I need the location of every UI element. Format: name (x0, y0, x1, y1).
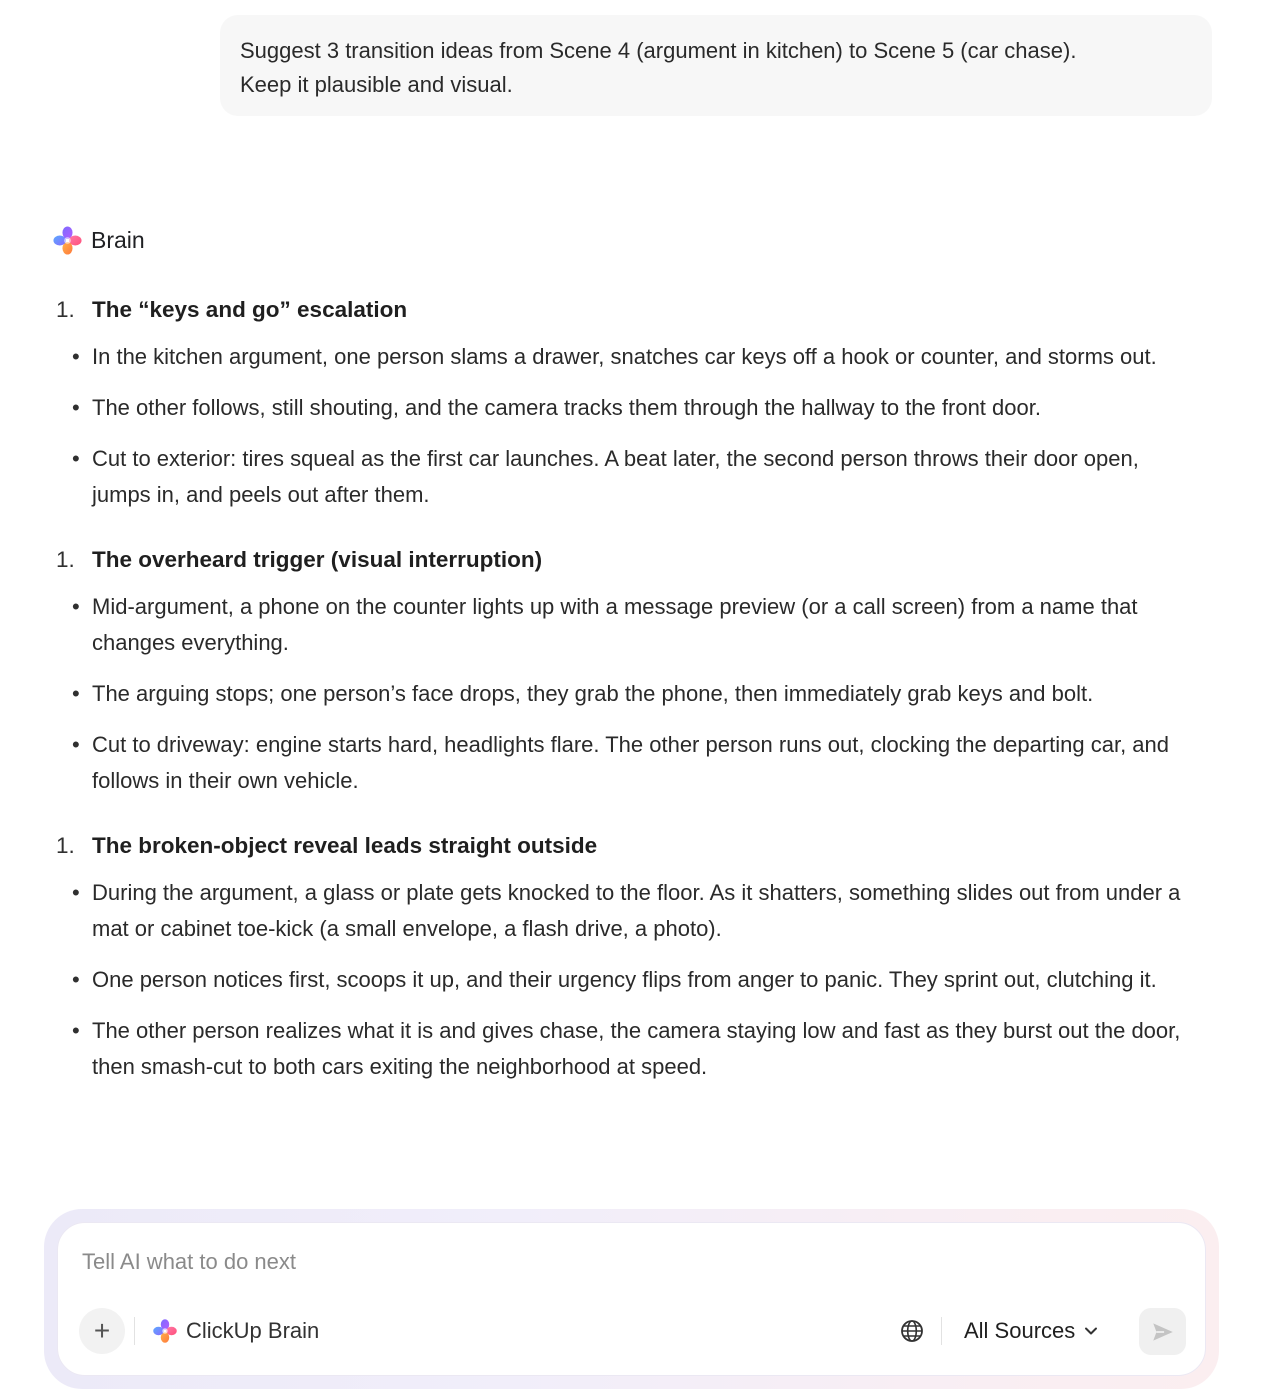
composer (57, 1222, 1206, 1376)
bullet-icon: • (72, 967, 80, 992)
section-title (0, 826, 1278, 866)
list-item-text: One person notices first, scoops it up, and their urgency flips from anger to panic. They sprint out, clutching it. (92, 967, 1157, 992)
section-title-text: The broken-object reveal leads straight outside (92, 833, 598, 858)
list-item-text: Cut to exterior: tires squeal as the first car launches. A beat later, the second person throws their door open, jumps in, and peels out after them. (92, 446, 1139, 507)
brain-selector-button[interactable] (152, 1312, 319, 1350)
list-item (0, 1013, 1278, 1085)
response-section (0, 540, 1278, 799)
list-item (0, 390, 1278, 426)
user-message-line: Keep it plausible and visual. (240, 72, 513, 97)
section-title-text: The “keys and go” escalation (92, 297, 408, 322)
brain-selector-label: ClickUp Brain (186, 1318, 320, 1343)
section-number: 1. (56, 297, 75, 322)
section-number: 1. (56, 547, 75, 572)
prompt-input[interactable] (82, 1243, 982, 1281)
list-item-text: The other person realizes what it is and gives chase, the camera staying low and fast as they burst out the door, then smash-cut to both cars exiting the neighborhood at speed. (92, 1018, 1181, 1079)
list-item-text: The other follows, still shouting, and the camera tracks them through the hallway to the front door. (92, 395, 1041, 420)
bullet-icon: • (72, 880, 80, 905)
bullet-icon: • (72, 681, 80, 706)
list-item-text: Cut to driveway: engine starts hard, headlights flare. The other person runs out, clocking the departing car, and follows in their own vehicle. (92, 732, 1170, 793)
globe-icon (900, 1319, 924, 1343)
bullet-icon: • (72, 395, 80, 420)
section-title (0, 290, 1278, 330)
divider (134, 1317, 135, 1345)
sources-label: All Sources (964, 1318, 1076, 1343)
list-item (0, 589, 1278, 661)
clickup-brain-logo-icon (52, 225, 83, 256)
list-item (0, 441, 1278, 513)
plus-icon: + (93, 1315, 111, 1346)
list-item (0, 875, 1278, 947)
divider (941, 1317, 942, 1345)
assistant-response (0, 290, 1278, 1205)
list-item (0, 339, 1278, 375)
section-title (0, 540, 1278, 580)
sources-dropdown[interactable] (964, 1312, 1099, 1350)
assistant-name: Brain (91, 226, 145, 253)
send-button[interactable] (1139, 1308, 1186, 1355)
response-section (0, 826, 1278, 1085)
user-message-line: Suggest 3 transition ideas from Scene 4 (argument in kitchen) to Scene 5 (car chase). (240, 38, 1077, 63)
response-section (0, 290, 1278, 513)
section-title-text: The overheard trigger (visual interruption) (92, 547, 543, 572)
section-number: 1. (56, 833, 75, 858)
add-button[interactable] (79, 1308, 125, 1354)
list-item-text: The arguing stops; one person’s face drops, they grab the phone, then immediately grab keys and bolt. (92, 681, 1094, 706)
send-icon (1150, 1319, 1176, 1345)
chevron-down-icon (1083, 1323, 1099, 1339)
bullet-icon: • (72, 1018, 80, 1043)
bullet-icon: • (72, 446, 80, 471)
user-message-bubble (220, 15, 1212, 116)
list-item-text: Mid-argument, a phone on the counter lights up with a message preview (or a call screen) from a name that changes everything. (92, 594, 1138, 655)
bullet-icon: • (72, 732, 80, 757)
bullet-icon: • (72, 594, 80, 619)
list-item-text: In the kitchen argument, one person slams a drawer, snatches car keys off a hook or counter, and storms out. (92, 344, 1157, 369)
clickup-brain-logo-icon (152, 1318, 178, 1344)
list-item (0, 727, 1278, 799)
assistant-header (52, 222, 145, 258)
list-item (0, 962, 1278, 998)
bullet-icon: • (72, 344, 80, 369)
globe-button[interactable] (898, 1317, 926, 1345)
list-item-text: During the argument, a glass or plate gets knocked to the floor. As it shatters, something slides out from under a mat or cabinet toe-kick (a small envelope, a flash drive, a photo). (92, 880, 1181, 941)
list-item (0, 676, 1278, 712)
